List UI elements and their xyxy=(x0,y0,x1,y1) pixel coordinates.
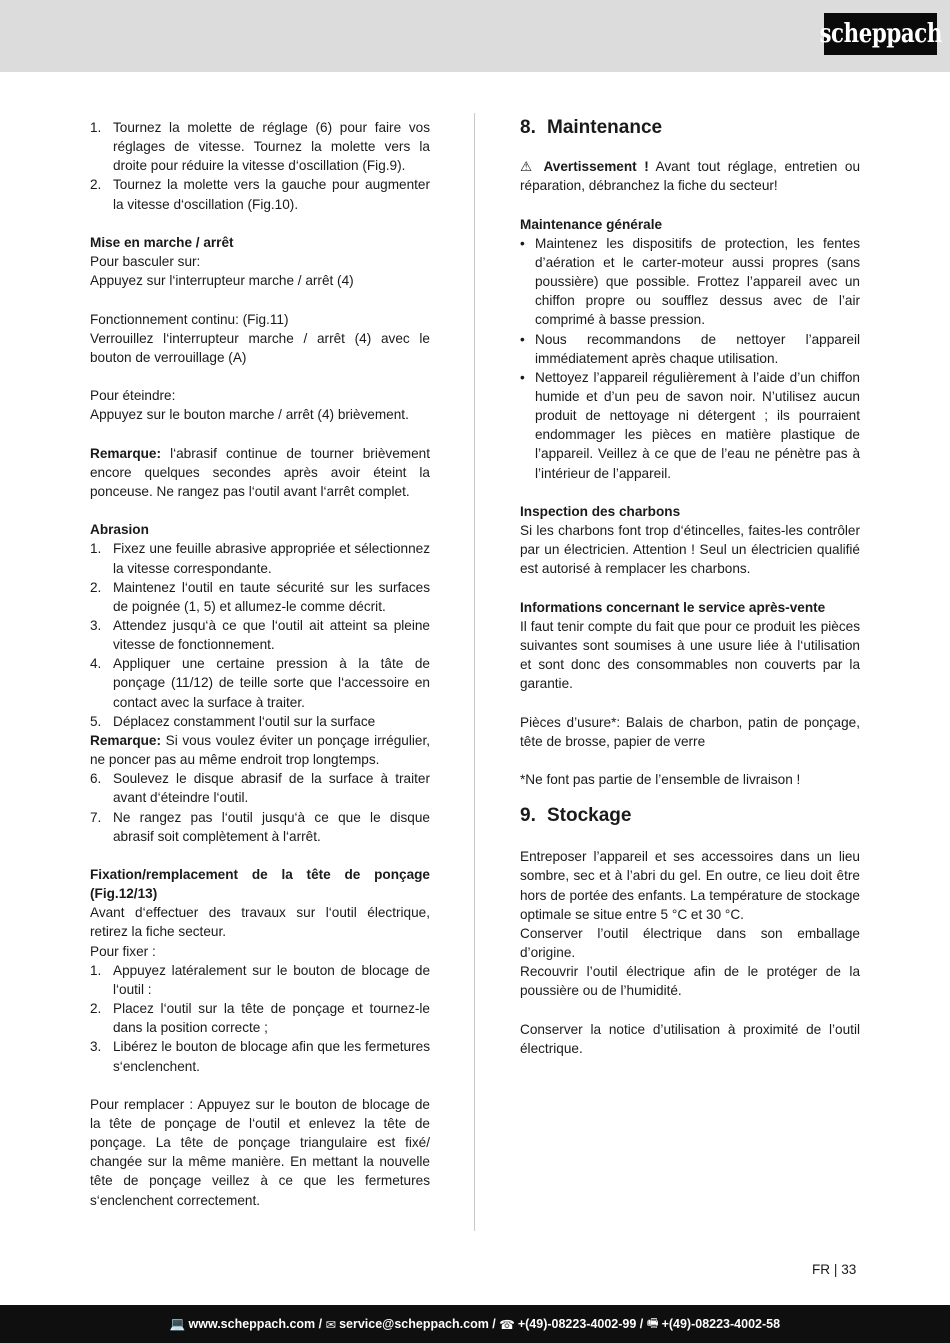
warning-text: Avant tout réglage, entretien ou réparation, débranchez la fiche du secteur! xyxy=(520,159,860,194)
footer-separator: / xyxy=(488,1317,500,1331)
continuous-text-2: Verrouillez l‘interrupteur marche / arrêt (4) avec le bouton de verrouillage (A) xyxy=(90,330,430,365)
website-link[interactable]: www.scheppach.com xyxy=(188,1317,316,1331)
storage-number: 9. xyxy=(520,805,536,827)
list-item-text: Nettoyez l’appareil régulièrement à l’aide d’un chiffon humide et d’un peu de savon noir. N’utilisez aucun produit de nettoyage ni détergent ; ils pourraient endommager les pièces en matière plastique de l’appareil. Veillez à ce que de l’eau ne pénètre pas à l’intérieur de l’appareil. xyxy=(535,369,860,481)
onoff-text-1: Pour basculer sur: xyxy=(90,254,201,270)
phone-number[interactable]: +(49)-08223-4002-99 xyxy=(517,1317,637,1331)
email-link[interactable]: service@scheppach.com xyxy=(339,1317,489,1331)
abrasion-remark-text: Si vous voulez éviter un ponçage irrégulier, ne poncer pas au même endroit trop longtemps. xyxy=(90,732,430,768)
off-text-1: Pour éteindre: xyxy=(90,388,176,404)
mail-icon: ✉ xyxy=(325,1317,337,1332)
list-item xyxy=(520,234,860,330)
storage-text-4: Conserver la notice d’utilisation à proximité de l’outil électrique. xyxy=(520,1021,860,1056)
list-item-text: Maintenez l‘outil en taute sécurité sur les surfaces de poignée (1, 5) et allumez-le comme décrit. xyxy=(113,579,430,614)
right-column xyxy=(520,118,860,1058)
list-item xyxy=(520,330,860,368)
storage-text-1: Entreposer l’appareil et ses accessoires dans un lieu sombre, sec et à l’abri du gel. En outre, ce lieu doit être hors de portée des enfants. La température de stockage optimale se situe entre 5 °C et 30 °C. xyxy=(520,849,860,922)
bullet-icon: • xyxy=(520,235,525,251)
warning-icon: ⚠ xyxy=(520,159,536,175)
delivery-note: *Ne font pas partie de l’ensemble de livraison ! xyxy=(520,772,801,788)
remark-label: Remarque: xyxy=(90,445,162,461)
list-item-number: 6. xyxy=(90,771,102,787)
wear-parts-text: Pièces d’usure*: Balais de charbon, patin de ponçage, tête de brosse, papier de verre xyxy=(520,714,860,749)
bullet-icon: • xyxy=(520,331,525,347)
list-item xyxy=(520,368,860,483)
computer-icon: 💻 xyxy=(169,1316,186,1331)
storage-title: Stockage xyxy=(547,805,632,827)
list-item-number: 2. xyxy=(90,579,102,595)
brush-inspection-heading: Inspection des charbons xyxy=(520,503,681,519)
fixation-heading: Fixation/remplacement de la tête de ponçage (Fig.12/13) xyxy=(90,867,430,902)
list-item xyxy=(90,769,430,807)
fixation-steps-list xyxy=(90,961,430,1076)
list-item xyxy=(90,578,430,616)
list-item-text: Déplacez constamment l‘outil sur la surface xyxy=(113,713,376,729)
header-band xyxy=(0,0,950,72)
list-item-text: Nous recommandons de nettoyer l’appareil immédiatement après chaque utilisation. xyxy=(535,331,860,366)
footer-separator: / xyxy=(636,1317,647,1331)
list-item-text: Fixez une feuille abrasive appropriée et sélectionnez la vitesse correspondante. xyxy=(113,541,430,576)
list-item-text: Placez l‘outil sur la tête de ponçage et tournez-le dans la position correcte ; xyxy=(113,1001,430,1036)
phone-icon: ☎ xyxy=(499,1317,515,1332)
page-number: FR | 33 xyxy=(812,1262,857,1277)
remark-paragraph xyxy=(90,444,430,501)
brush-inspection-text: Si les charbons font trop d‘étincelles, faites-les contrôler par un électricien. Attention ! Seul un électricien qualifié est autorisé à remplacer les charbons. xyxy=(520,523,860,577)
warning-label: Avertissement ! xyxy=(543,159,649,175)
left-column xyxy=(90,118,430,1210)
list-item-number: 3. xyxy=(90,1039,102,1055)
general-maintenance-list xyxy=(520,234,860,483)
fixation-text-2: Pour fixer : xyxy=(90,943,156,959)
footer-bar xyxy=(0,1305,950,1343)
list-item-number: 2. xyxy=(90,1001,102,1017)
list-item-number: 3. xyxy=(90,617,102,633)
abrasion-heading: Abrasion xyxy=(90,522,149,538)
list-item-text: Maintenez les dispositifs de protection, les fentes d’aération et le carter-moteur aussi propres (sans poussière) que possible. Frottez l’appareil avec un chiffon propre ou soufflez dessus avec de l’air comprimé à basse pression. xyxy=(535,235,860,328)
bullet-icon: • xyxy=(520,369,525,385)
remark-text: l‘abrasif continue de tourner brièvement encore quelques secondes après avoir éteint la ponceuse. Ne rangez pas l‘outil avant l‘arrêt complet. xyxy=(90,445,430,499)
onoff-text-2: Appuyez sur l‘interrupteur marche / arrêt (4) xyxy=(90,273,354,289)
list-item-number: 1. xyxy=(90,541,102,557)
list-item-number: 7. xyxy=(90,809,102,825)
service-heading: Informations concernant le service après-vente xyxy=(520,599,826,615)
list-item-text: Attendez jusqu‘à ce que l‘outil ait atteint sa pleine vitesse de fonctionnement. xyxy=(113,617,430,653)
list-item-number: 5. xyxy=(90,713,102,729)
list-item-text: Tournez la molette de réglage (6) pour faire vos réglages de vitesse. Tournez la molette vers la droite pour réduire la vitesse d‘oscillation (Fig.9). xyxy=(113,120,430,174)
list-item xyxy=(90,654,430,711)
replace-paragraph: Pour remplacer : Appuyez sur le bouton de blocage de la tête de ponçage de l‘outil et enlevez la tête de ponçage. La tête de ponçage triangulaire est fixé/ changée sur la même manière. En mettant la nouvelle tête de ponçage veillez à ce que les fermetures s‘enclenchent correctement. xyxy=(90,1096,430,1208)
storage-text-2: Conserver l’outil électrique dans son emballage d’origine. xyxy=(520,925,860,960)
fixation-text-1: Avant d‘effectuer des travaux sur l‘outil électrique, retirez la fiche secteur. xyxy=(90,905,430,940)
list-item xyxy=(90,808,430,846)
scheppach-logo: scheppach xyxy=(824,13,937,55)
list-item-text: Soulevez le disque abrasif de la surface à traiter avant d‘éteindre l‘outil. xyxy=(113,771,430,806)
list-item xyxy=(90,999,430,1037)
list-item-text: Appliquer une certaine pression à la tâte de ponçage (11/12) de teille sorte que l‘accessoire en contact avec la surface à traiter. xyxy=(113,656,430,710)
list-item-number: 2. xyxy=(90,177,102,193)
list-item xyxy=(90,712,430,731)
fax-icon: 🖷 xyxy=(646,1315,659,1330)
list-item xyxy=(90,1037,430,1075)
abrasion-remark xyxy=(90,731,430,769)
list-item-text: Ne rangez pas l‘outil jusqu‘à ce que le disque abrasif soit complètement à l‘arrêt. xyxy=(113,809,430,844)
speed-adjust-list xyxy=(90,118,430,214)
maintenance-heading xyxy=(520,118,860,138)
abrasion-steps-list xyxy=(90,539,430,731)
general-maintenance-heading: Maintenance générale xyxy=(520,216,663,232)
footer-separator: / xyxy=(315,1317,326,1331)
service-text: Il faut tenir compte du fait que pour ce produit les pièces suivantes sont soumises à une usure liée à l‘utilisation et sont donc des consommables non couverts par la garantie. xyxy=(520,618,860,692)
list-item xyxy=(90,539,430,577)
storage-text-3: Recouvrir l’outil électrique afin de le protéger de la poussière ou de l’humidité. xyxy=(520,964,860,999)
list-item-number: 4. xyxy=(90,656,102,672)
warning-paragraph xyxy=(520,157,860,195)
list-item-number: 1. xyxy=(90,962,102,978)
list-item-text: Libérez le bouton de blocage afin que les fermetures s‘enclenchent. xyxy=(113,1039,430,1074)
abrasion-steps-list-continued xyxy=(90,769,430,846)
list-item xyxy=(90,961,430,999)
storage-heading xyxy=(520,806,860,826)
list-item-text: Tournez la molette vers la gauche pour augmenter la vitesse d‘oscillation (Fig.10). xyxy=(113,177,430,212)
list-item xyxy=(90,175,430,213)
abrasion-remark-label: Remarque: xyxy=(90,732,162,748)
fax-number: +(49)-08223-4002-58 xyxy=(661,1317,781,1331)
off-text-2: Appuyez sur le bouton marche / arrêt (4) brièvement. xyxy=(90,407,409,423)
list-item-number: 1. xyxy=(90,120,102,135)
continuous-text-1: Fonctionnement continu: (Fig.11) xyxy=(90,311,289,327)
maintenance-number: 8. xyxy=(520,117,536,138)
list-item-text: Appuyez latéralement sur le bouton de blocage de l‘outil : xyxy=(113,962,430,997)
list-item xyxy=(90,118,430,175)
onoff-heading: Mise en marche / arrêt xyxy=(90,234,234,250)
maintenance-title: Maintenance xyxy=(547,117,663,138)
column-divider xyxy=(474,113,475,1231)
list-item xyxy=(90,616,430,654)
